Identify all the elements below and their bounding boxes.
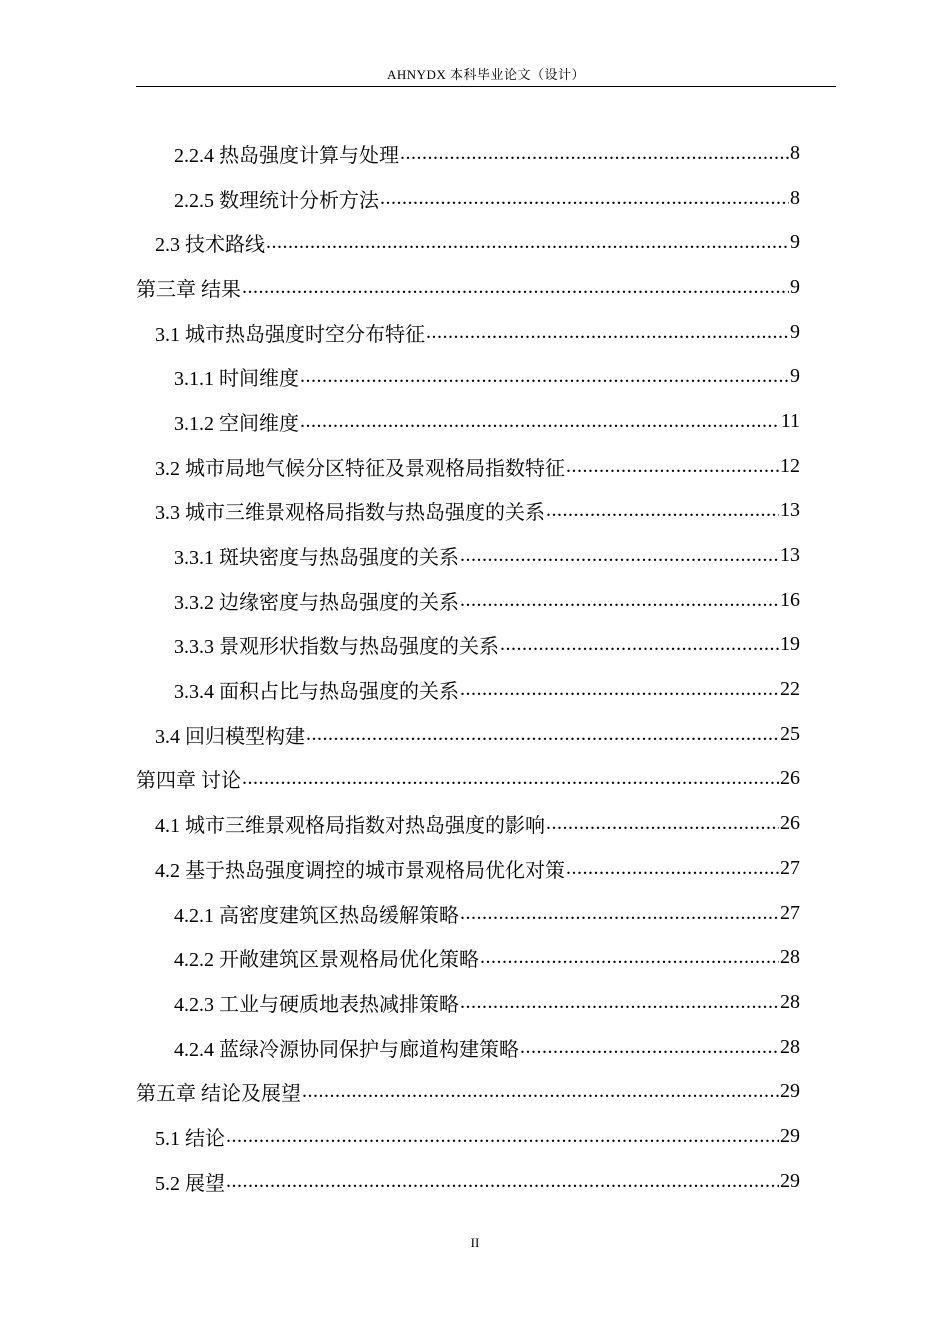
toc-entry[interactable] <box>136 623 800 668</box>
toc-dot-leader <box>266 231 789 254</box>
toc-entry-page: 13 <box>780 544 800 567</box>
page-number: II <box>470 1235 480 1250</box>
toc-entry[interactable] <box>136 846 800 891</box>
toc-entry[interactable] <box>136 220 800 265</box>
toc-dot-leader <box>546 812 779 835</box>
toc-dot-leader <box>380 187 789 210</box>
header-title: AHNYDX 本科毕业论文（设计） <box>386 67 586 82</box>
toc-entry[interactable] <box>136 131 800 176</box>
toc-entry-label: 3.3.3 景观形状指数与热岛强度的关系 <box>174 636 499 659</box>
toc-entry[interactable] <box>136 1114 800 1159</box>
toc-entry[interactable] <box>136 578 800 623</box>
toc-entry[interactable] <box>136 935 800 980</box>
toc-entry-label: 3.3 城市三维景观格局指数与热岛强度的关系 <box>155 502 545 525</box>
toc-entry-page: 9 <box>790 365 800 388</box>
toc-entry-label: 第三章 结果 <box>136 278 241 301</box>
toc-dot-leader <box>566 455 779 478</box>
toc-entry-page: 27 <box>780 901 800 924</box>
toc-dot-leader <box>426 321 789 344</box>
toc-dot-leader <box>306 723 779 746</box>
toc-entry-label: 4.2.4 蓝绿冷源协同保护与廊道构建策略 <box>174 1038 519 1061</box>
toc-dot-leader <box>566 857 779 880</box>
toc-entry-label: 第四章 讨论 <box>136 770 241 793</box>
toc-entry[interactable] <box>136 176 800 221</box>
toc-entry[interactable] <box>136 667 800 712</box>
toc-entry-page: 13 <box>780 499 800 522</box>
toc-entry-label: 4.2.3 工业与硬质地表热减排策略 <box>174 993 459 1016</box>
toc-entry-page: 27 <box>780 856 800 879</box>
toc-entry-label: 5.2 展望 <box>155 1172 225 1195</box>
page-header <box>136 66 836 87</box>
toc-entry-page: 11 <box>780 409 800 432</box>
toc-entry[interactable] <box>136 533 800 578</box>
page-footer <box>0 1235 950 1251</box>
toc-entry-label: 3.1.1 时间维度 <box>174 368 299 391</box>
toc-entry[interactable] <box>136 1159 800 1204</box>
toc-entry-label: 2.2.5 数理统计分析方法 <box>174 189 379 212</box>
toc-entry-page: 8 <box>790 141 800 164</box>
toc-dot-leader <box>480 946 779 969</box>
toc-entry-page: 9 <box>790 275 800 298</box>
toc-dot-leader <box>460 589 779 612</box>
toc-entry-label: 2.2.4 热岛强度计算与处理 <box>174 144 399 167</box>
toc-dot-leader <box>460 544 779 567</box>
toc-entry[interactable] <box>136 444 800 489</box>
toc-entry-page: 22 <box>780 678 800 701</box>
toc-entry-page: 28 <box>780 946 800 969</box>
toc-entry[interactable] <box>136 399 800 444</box>
toc-dot-leader <box>302 1080 779 1103</box>
toc-entry-page: 26 <box>780 812 800 835</box>
toc-entry[interactable] <box>136 1069 800 1114</box>
toc-entry-label: 3.3.2 边缘密度与热岛强度的关系 <box>174 591 459 614</box>
toc-dot-leader <box>460 678 779 701</box>
toc-entry-page: 8 <box>790 186 800 209</box>
toc-entry-label: 5.1 结论 <box>155 1127 225 1150</box>
toc-dot-leader <box>226 1170 779 1193</box>
toc-entry-page: 12 <box>780 454 800 477</box>
toc-entry-label: 3.3.1 斑块密度与热岛强度的关系 <box>174 547 459 570</box>
toc-entry-page: 29 <box>780 1080 800 1103</box>
toc-entry[interactable] <box>136 712 800 757</box>
toc-dot-leader <box>460 991 779 1014</box>
toc-entry[interactable] <box>136 891 800 936</box>
toc-entry-page: 29 <box>780 1169 800 1192</box>
toc-dot-leader <box>500 633 779 656</box>
toc-entry-label: 3.1 城市热岛强度时空分布特征 <box>155 323 425 346</box>
toc-entry-label: 4.2 基于热岛强度调控的城市景观格局优化对策 <box>155 859 565 882</box>
toc-entry-label: 3.4 回归模型构建 <box>155 725 305 748</box>
toc-entry-label: 第五章 结论及展望 <box>136 1083 301 1106</box>
toc-entry-label: 3.2 城市局地气候分区特征及景观格局指数特征 <box>155 457 565 480</box>
toc-entry-page: 9 <box>790 231 800 254</box>
toc-dot-leader <box>460 902 779 925</box>
toc-dot-leader <box>242 767 779 790</box>
toc-dot-leader <box>300 410 780 433</box>
toc-entry-label: 3.3.4 面积占比与热岛强度的关系 <box>174 681 459 704</box>
toc-entry-label: 3.1.2 空间维度 <box>174 412 299 435</box>
toc-entry-label: 4.1 城市三维景观格局指数对热岛强度的影响 <box>155 815 545 838</box>
toc-dot-leader <box>242 276 789 299</box>
toc-entry-page: 28 <box>780 1035 800 1058</box>
toc-entry-page: 28 <box>780 990 800 1013</box>
toc-entry-label: 4.2.2 开敞建筑区景观格局优化策略 <box>174 949 479 972</box>
toc-entry[interactable] <box>136 757 800 802</box>
toc-entry[interactable] <box>136 489 800 534</box>
toc-entry[interactable] <box>136 801 800 846</box>
toc-dot-leader <box>226 1125 779 1148</box>
toc-dot-leader <box>300 365 789 388</box>
toc-entry[interactable] <box>136 265 800 310</box>
toc-dot-leader <box>546 499 779 522</box>
toc-entry-page: 26 <box>780 767 800 790</box>
toc-dot-leader <box>400 142 789 165</box>
toc-entry[interactable] <box>136 310 800 355</box>
toc-entry[interactable] <box>136 1025 800 1070</box>
toc-dot-leader <box>520 1036 779 1059</box>
toc-entry-label: 2.3 技术路线 <box>155 234 265 257</box>
toc-entry-page: 29 <box>780 1124 800 1147</box>
table-of-contents <box>136 131 800 1204</box>
toc-entry[interactable] <box>136 980 800 1025</box>
toc-entry-page: 16 <box>780 588 800 611</box>
toc-entry-label: 4.2.1 高密度建筑区热岛缓解策略 <box>174 904 459 927</box>
toc-entry[interactable] <box>136 354 800 399</box>
toc-entry-page: 19 <box>780 633 800 656</box>
toc-entry-page: 25 <box>780 722 800 745</box>
toc-entry-page: 9 <box>790 320 800 343</box>
